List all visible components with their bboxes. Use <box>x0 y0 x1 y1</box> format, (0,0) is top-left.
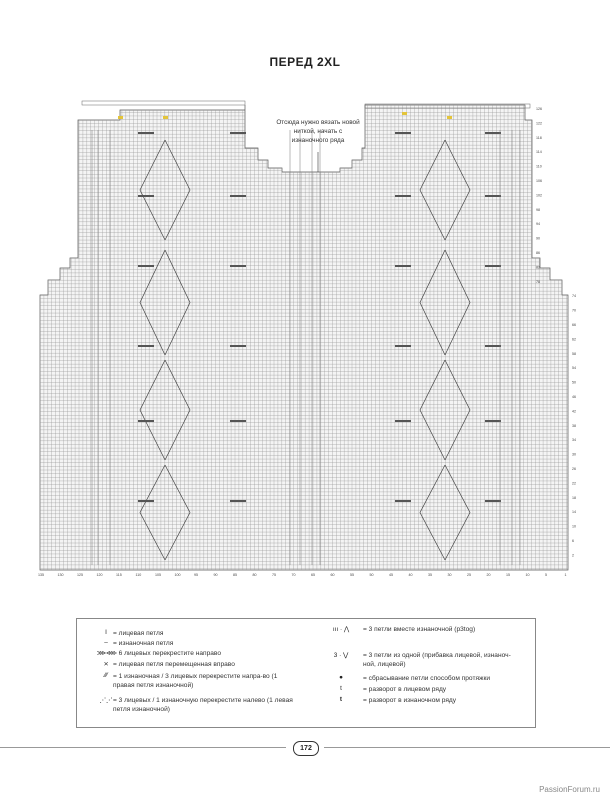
row-number: 102 <box>536 193 542 198</box>
row-number: 54 <box>572 366 576 371</box>
row-number: 18 <box>572 495 576 500</box>
knit-symbol-icon: I <box>105 629 107 636</box>
row-number: 22 <box>572 481 576 486</box>
row-number: 78 <box>536 279 540 284</box>
legend <box>76 618 536 728</box>
page-number: 172 <box>293 741 319 756</box>
moved-stitch-icon: ⨯ <box>103 661 109 668</box>
chart-grid <box>40 101 568 570</box>
row-number: 70 <box>572 308 576 313</box>
stitch-number: 10 <box>525 573 530 577</box>
row-number: 14 <box>572 510 576 515</box>
legend-item: = разворот в изнаночном ряду <box>363 697 457 704</box>
row-number: 50 <box>572 380 576 385</box>
stitch-number: 130 <box>57 573 64 577</box>
row-number: 34 <box>572 438 576 443</box>
stitch-number: 90 <box>213 573 218 577</box>
marker-icon <box>402 112 407 115</box>
cable-cross-mark <box>138 420 154 422</box>
stitch-number: 135 <box>38 573 44 577</box>
row-number: 114 <box>536 150 542 155</box>
legend-item: = 3 петли вместе изнаночной (p3tog) <box>363 626 476 633</box>
row-number: 86 <box>536 251 540 255</box>
cable-cross-mark <box>230 265 246 267</box>
stitch-number: 30 <box>447 573 452 577</box>
legend-item: = 3 лицевых / 1 изнаночную перекрестите налево (1 левая петля изнаночной) <box>113 697 293 713</box>
row-number: 106 <box>536 179 542 183</box>
watermark: PassionForum.ru <box>539 785 600 794</box>
page-title: ПЕРЕД 2XL <box>269 55 341 69</box>
row-number: 98 <box>536 207 540 212</box>
cable-cross-mark <box>485 345 501 347</box>
legend-item: = сбрасывание петли способом протяжки <box>363 675 491 682</box>
cable-cross-mark <box>138 500 154 502</box>
legend-item: = лицевая петля <box>113 630 164 637</box>
stitch-number: 85 <box>233 573 237 577</box>
stitch-number: 15 <box>506 573 510 577</box>
shoulder-strip-left <box>82 101 245 105</box>
row-number: 94 <box>536 222 540 227</box>
increase-icon: 3 · ⋁ <box>333 652 349 659</box>
stitch-number: 110 <box>135 573 142 577</box>
row-number: 66 <box>572 323 576 327</box>
legend-item: = разворот в лицевом ряду <box>363 686 447 693</box>
legend-item: = лицевая петля перемещенная вправо <box>113 661 235 668</box>
cable-cross-mark <box>485 195 501 197</box>
cable-cross-mark <box>138 195 154 197</box>
row-number: 30 <box>572 452 576 457</box>
cable-right-icon: ⋙⋘ <box>96 650 116 657</box>
legend-item: = 3 петли из одной (прибавка лицевой, изнаноч-ной, лицевой) <box>363 652 511 668</box>
stitch-number: 70 <box>291 573 296 577</box>
stitch-number-row <box>38 573 567 577</box>
drop-stitch-icon: ● <box>339 674 343 681</box>
stitch-number: 125 <box>77 573 83 577</box>
row-number: 118 <box>536 135 542 140</box>
cable-cross-mark <box>395 195 411 197</box>
stitch-number: 80 <box>252 573 257 577</box>
stitch-number: 45 <box>389 573 393 577</box>
cable-cross-mark <box>230 132 246 134</box>
stitch-number: 75 <box>272 573 276 577</box>
stitch-number: 1 <box>564 573 567 577</box>
cable-cross-mark <box>138 265 154 267</box>
stitch-number: 25 <box>467 573 471 577</box>
cable-cross-mark <box>230 345 246 347</box>
cable-cross-mark <box>138 345 154 347</box>
stitch-number: 120 <box>96 573 103 577</box>
cable-cross-mark <box>395 265 411 267</box>
cable-cross-mark <box>395 420 411 422</box>
stitch-number: 60 <box>330 573 335 577</box>
cable-cross-mark <box>485 265 501 267</box>
legend-item: = изнаночная петля <box>113 640 174 647</box>
cable-cross-mark <box>485 132 501 134</box>
marker-icon <box>163 116 168 119</box>
stitch-number: 55 <box>350 573 354 577</box>
cable-cross-mark <box>485 420 501 422</box>
row-number: 26 <box>572 467 576 471</box>
marker-icon <box>447 116 452 119</box>
row-number: 42 <box>572 409 576 414</box>
turn-ws-icon: t <box>339 696 343 703</box>
row-number: 62 <box>572 337 576 342</box>
stitch-number: 95 <box>194 573 198 577</box>
cable-cross-mark <box>395 132 411 134</box>
divider <box>324 747 610 748</box>
marker-icon <box>118 116 123 119</box>
row-number: 58 <box>572 351 576 356</box>
purl-symbol-icon: – <box>104 639 108 646</box>
row-number: 6 <box>572 539 574 543</box>
stitch-number: 65 <box>311 573 315 577</box>
cable-cross-mark <box>230 420 246 422</box>
cable-cross-mark <box>138 132 154 134</box>
legend-item: = 6 лицевых перекрестите направо <box>113 650 221 657</box>
row-number: 82 <box>536 265 540 270</box>
cross-right-icon: ⁄⁄⁄ <box>104 672 108 679</box>
row-number: 38 <box>572 423 576 428</box>
stitch-number: 40 <box>408 573 413 577</box>
chart-note: Отсюда нужно вязать новой ниткой, начать с изнаночного ряда <box>276 119 360 144</box>
stitch-number: 20 <box>486 573 491 577</box>
cable-cross-mark <box>485 500 501 502</box>
cable-cross-mark <box>395 500 411 502</box>
row-number: 74 <box>572 294 576 299</box>
turn-rs-icon: t <box>340 685 342 692</box>
cable-cross-mark <box>395 345 411 347</box>
stitch-number: 105 <box>155 573 161 577</box>
p3tog-icon: ııı · ⋀ <box>332 626 350 633</box>
row-number: 90 <box>536 236 540 241</box>
stitch-number: 50 <box>369 573 374 577</box>
row-number: 10 <box>572 524 576 529</box>
row-number: 110 <box>536 164 542 169</box>
stitch-number: 5 <box>545 573 547 577</box>
stitch-number: 35 <box>428 573 432 577</box>
cable-cross-mark <box>230 195 246 197</box>
cable-cross-mark <box>230 500 246 502</box>
cross-left-icon: ⋰⋰ <box>99 697 113 704</box>
stitch-number: 100 <box>174 573 181 577</box>
legend-item: = 1 изнаночная / 3 лицевых перекрестите напра-во (1 правая петля изнаночной) <box>113 673 278 689</box>
row-number: 126 <box>536 107 542 111</box>
row-number: 46 <box>572 395 576 399</box>
stitch-number: 115 <box>116 573 122 577</box>
row-number: 2 <box>572 553 574 558</box>
divider <box>0 747 286 748</box>
row-number: 122 <box>536 121 542 126</box>
